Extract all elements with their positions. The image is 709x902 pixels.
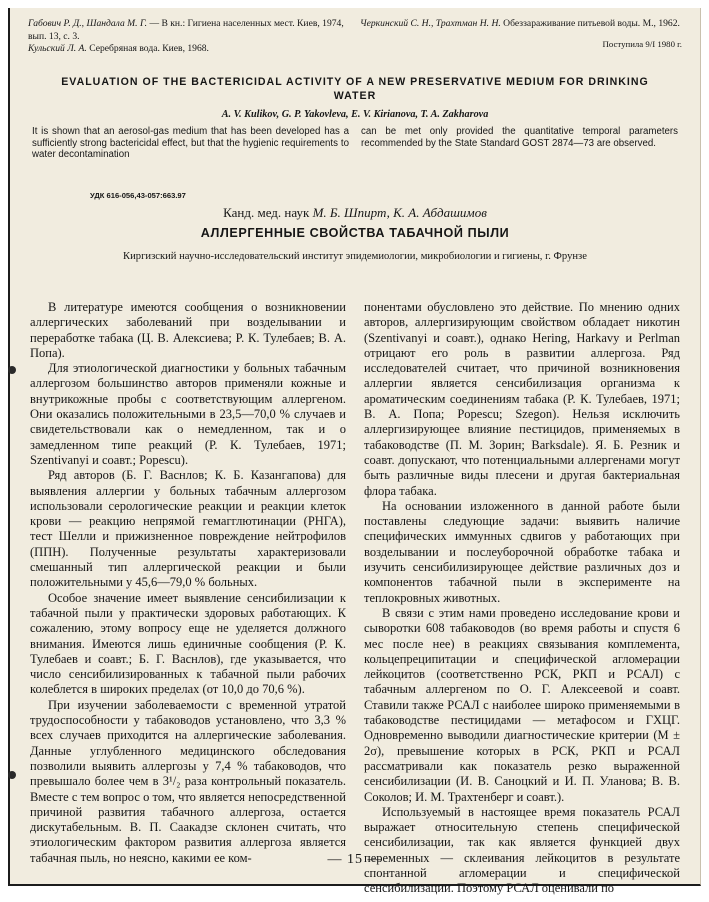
reference-text: Обеззараживание питьевой воды. М., 1962. [500, 18, 680, 29]
abstract-text: It is shown that an aerosol-gas medium that has been developed has a sufficiently strong bactericidal effect, but that the hygienic requirements to water decontamination [32, 126, 349, 161]
paragraph: Для этиологической диагностики у больных табачным аллергозом большинство авторов применяли кожные и внутрикожные пробы с соответствующим аллергеном. Они оказались положительными в 23,5—70,0 % случаев и свидетельствовали как о немедленном, так и о замедленном типе реакций (Р. К. Тулебаев, 1971; Szentivanyi и соавт.; Popescu). [30, 361, 346, 467]
paragraph: понентами обусловлено это действие. По мнению одних авторов, аллергизирующим свойством обладает никотин (Szentivanyi и соавт.), однако Hering, Harkavy и Perlman отрицают его роль в развитии аллергоза. Ряд исследователей считает, что причиной возникновения аллергии является сенсибилизация организма к ароматическим соединениям табака (Р. К. Тулебаев, 1971; В. А. Попа; Popescu; Szegon). Нельзя исключить аллергизирующее влияние пестицидов, применяемых в табаководстве (П. М. Зорин; Barksdale). Я. Б. Резник и соавт. допускают, что потенциальными аллергенами могут быть различные виды плесени и другая бактериальная флора табака. [364, 300, 680, 498]
references-right-column [360, 18, 682, 56]
reference-text: — В кн.: Гигиена населенных мест. Киев, 1974, вып. 13, с. 3. [28, 18, 344, 42]
paragraph: В связи с этим нами проведено исследование крови и сыворотки 608 табаководов (во время работы и спустя 6 мес после нее) в реакциях связывания комплемента, кольцепреципитации и специфической агломерации лейкоцитов (соответственно РСК, РКП и РСАЛ) с табачным аллергеном по О. Г. Алексеевой и соавт. Ставили также РСАЛ с наиболее широко применяемыми в табаководстве пестицидами — метафосом и ГХЦГ. Одновременно выводили диагностические критерии (M ± 2σ), превышение которых в РСК, РКП и РСАЛ рассматривали как показатель резко выраженной сенсибилизации (И. В. Саноцкий и И. П. Уланова; В. В. Соколов; И. М. Трахтенберг и соавт.). [364, 605, 680, 804]
received-date: Поступила 9/I 1980 г. [602, 38, 682, 49]
article-body [30, 300, 680, 897]
references-left-column [28, 18, 358, 56]
reference-item [28, 43, 358, 56]
udk-code: УДК 616-056,43-057:663.97 [90, 191, 186, 200]
paragraph: На основании изложенного в данной работе были поставлены следующие задачи: выявить наличие специфических иммунных сдвигов у работающих при возделывании и послеуборочной обработке табака и изучить сенсибилизирующее действие различных доз и компонентов табачной пыли в эксперименте на теплокровных животных. [364, 498, 680, 605]
abstract-right-column [361, 126, 678, 161]
reference-author: Черкинский С. Н., Трахтман Н. Н. [360, 18, 501, 29]
reference-item [360, 18, 682, 31]
reference-list [28, 18, 682, 56]
abstract-left-column [32, 126, 349, 161]
reference-author: Кульский Л. А. [28, 43, 87, 54]
article-title: АЛЛЕРГЕННЫЕ СВОЙСТВА ТАБАЧНОЙ ПЫЛИ [200, 226, 510, 240]
reference-text: Серебряная вода. Киев, 1968. [86, 43, 209, 54]
binding-hole-mark [8, 771, 16, 779]
paragraph: Используемый в настоящее время показатель РСАЛ выражает относительную степень специфической сенсибилизации, так как является функцией двух переменных — склеивания лейкоцитов в результате спонтанной агломерации и специфической сенсибилизации. Поэтому РСАЛ оценивали по [364, 804, 680, 896]
page-number: — 15 — [327, 852, 383, 867]
reference-item [28, 18, 358, 43]
paragraph: При изучении заболеваемости с временной утратой трудоспособности у табаководов установлено, что 3,3 % всех случаев приходится на аллергические заболевания. Данные углубленного медицинского обследования позволили выявить аллергозы у 7,4 % табаководов, что превышало более чем в 3¹/₂ раза контрольный показатель. Вместе с тем вопрос о том, что является непосредственной причиной развития табачного аллергоза, остается дискутабельным. В. П. Саакадзе склонен считать, что этиологическим фактором развития аллергоза является табачная пыль, но неясно, какими ее ком- [30, 697, 346, 865]
authors-names: М. Б. Шпирт, К. А. Абдашимов [312, 205, 487, 220]
paragraph: Особое значение имеет выявление сенсибилизации к табачной пыли у практически здоровых работающих. К сожалению, этому вопросу еще не уделяется должного внимания. Имеются лишь единичные сообщения (Р. К. Тулебаев и соавт.; Б. Г. Васнлов), где указывается, что число сенсибилизированных к табачной пыли рабочих колеблется в широких пределах (от 10,0 до 70,6 %). [30, 590, 346, 697]
institute-affiliation: Киргизский научно-исследовательский институт эпидемиологии, микробиологии и гигиены, г. Фрунзе [123, 251, 587, 262]
abstract-text: can be met only provided the quantitative temporal parameters recommended by the State Standard GOST 2874—73 are observed. [361, 126, 678, 149]
paragraph: В литературе имеются сообщения о возникновении аллергических заболеваний при возделывании и переработке табака (Ц. В. Алексиева; Р. К. Тулебаев; В. А. Попа). [30, 300, 346, 360]
binding-hole-mark [8, 366, 16, 374]
english-authors: A. V. Kulikov, G. P. Yakovleva, E. V. Kirianova, T. A. Zakharova [221, 109, 489, 120]
paragraph: Ряд авторов (Б. Г. Васнлов; К. Б. Казангапова) для выявления аллергии у больных табачным аллергозом использовали серологические реакции и реакции клеток крови — реакцию непрямой гемагглютинации (РНГА), тест Шелли и прижизненное повреждение нейтрофилов (ППН). Полученные результаты характеризовали смешанный тип аллергической реакции и были положительными у 45,6—79,0 % больных. [30, 468, 346, 590]
body-right-column [364, 300, 680, 897]
authors-degree: Канд. мед. наук [223, 205, 313, 220]
body-left-column [30, 300, 346, 897]
english-abstract [32, 126, 678, 161]
journal-page [8, 8, 701, 896]
article-authors [10, 205, 700, 221]
reference-author: Габович Р. Д., Шандала М. Г. [28, 18, 148, 29]
english-title: EVALUATION OF THE BACTERICIDAL ACTIVITY OF A NEW PRESERVATIVE MEDIUM FOR DRINKING WATER [61, 76, 649, 102]
